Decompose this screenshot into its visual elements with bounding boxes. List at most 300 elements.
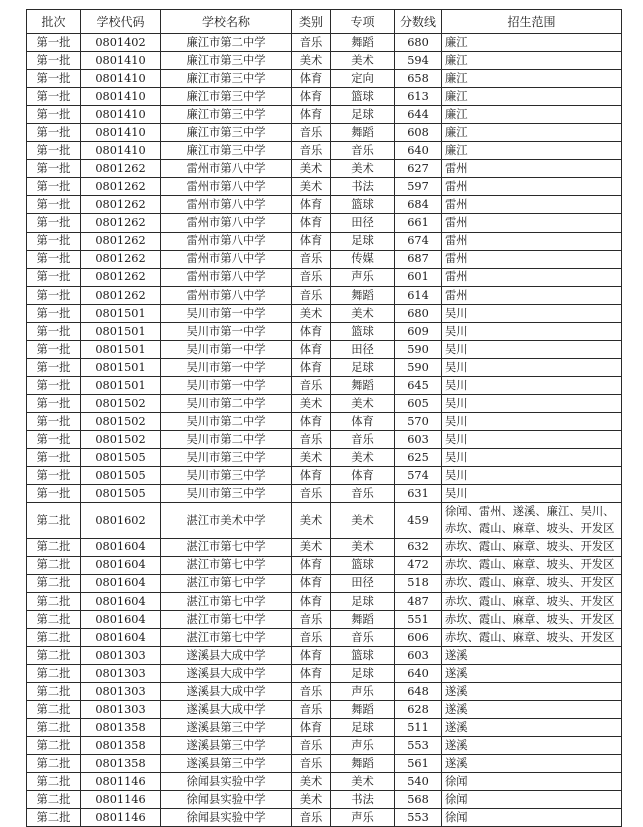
cell-batch: 第二批 <box>27 628 81 646</box>
cell-school-name: 雷州市第八中学 <box>161 160 292 178</box>
cell-school-code: 0801410 <box>81 106 161 124</box>
table-row <box>27 358 622 376</box>
cell-score-line: 551 <box>395 610 442 628</box>
cell-school-code: 0801501 <box>81 304 161 322</box>
cell-enrollment-range: 雷州 <box>442 214 622 232</box>
cell-score-line: 680 <box>395 34 442 52</box>
cell-category: 体育 <box>292 664 331 682</box>
cell-batch: 第一批 <box>27 52 81 70</box>
cell-enrollment-range: 赤坎、霞山、麻章、坡头、开发区 <box>442 556 622 574</box>
cell-specialty: 美术 <box>331 160 395 178</box>
cell-school-name: 湛江市第七中学 <box>161 556 292 574</box>
cell-enrollment-range: 吴川 <box>442 412 622 430</box>
cell-specialty: 声乐 <box>331 268 395 286</box>
cell-enrollment-range: 雷州 <box>442 268 622 286</box>
table-row <box>27 412 622 430</box>
cell-batch: 第一批 <box>27 106 81 124</box>
table-row <box>27 286 622 304</box>
cell-category: 音乐 <box>292 431 331 449</box>
cell-school-code: 0801262 <box>81 214 161 232</box>
cell-school-code: 0801604 <box>81 610 161 628</box>
cell-specialty: 足球 <box>331 358 395 376</box>
cell-school-code: 0801410 <box>81 124 161 142</box>
cell-score-line: 590 <box>395 340 442 358</box>
cell-batch: 第一批 <box>27 376 81 394</box>
cell-category: 体育 <box>292 556 331 574</box>
table-row <box>27 755 622 773</box>
cell-batch: 第一批 <box>27 70 81 88</box>
cell-school-name: 遂溪县第三中学 <box>161 755 292 773</box>
table-row <box>27 737 622 755</box>
cell-score-line: 540 <box>395 773 442 791</box>
header-school-name: 学校名称 <box>161 10 292 34</box>
cell-school-name: 雷州市第八中学 <box>161 250 292 268</box>
cell-category: 体育 <box>292 467 331 485</box>
cell-school-name: 徐闻县实验中学 <box>161 809 292 827</box>
cell-enrollment-range: 雷州 <box>442 160 622 178</box>
cell-category: 美术 <box>292 449 331 467</box>
cell-school-name: 湛江市第七中学 <box>161 592 292 610</box>
cell-batch: 第一批 <box>27 214 81 232</box>
table-row <box>27 34 622 52</box>
cell-enrollment-range: 吴川 <box>442 449 622 467</box>
cell-school-code: 0801303 <box>81 700 161 718</box>
table-row <box>27 809 622 827</box>
cell-specialty: 田径 <box>331 574 395 592</box>
cell-batch: 第一批 <box>27 124 81 142</box>
cell-score-line: 628 <box>395 700 442 718</box>
cell-batch: 第一批 <box>27 286 81 304</box>
cell-school-name: 徐闻县实验中学 <box>161 773 292 791</box>
header-school-code: 学校代码 <box>81 10 161 34</box>
cell-school-code: 0801262 <box>81 268 161 286</box>
cell-enrollment-range: 雷州 <box>442 232 622 250</box>
cell-score-line: 625 <box>395 449 442 467</box>
table-row <box>27 592 622 610</box>
cell-category: 美术 <box>292 160 331 178</box>
cell-category: 音乐 <box>292 737 331 755</box>
table-row <box>27 485 622 503</box>
cell-score-line: 661 <box>395 214 442 232</box>
cell-score-line: 553 <box>395 809 442 827</box>
cell-school-name: 遂溪县第三中学 <box>161 737 292 755</box>
table-row <box>27 250 622 268</box>
cell-category: 体育 <box>292 214 331 232</box>
cell-school-name: 廉江市第三中学 <box>161 88 292 106</box>
cell-score-line: 645 <box>395 376 442 394</box>
cell-category: 体育 <box>292 646 331 664</box>
cell-score-line: 631 <box>395 485 442 503</box>
cell-school-name: 遂溪县大成中学 <box>161 682 292 700</box>
table-row <box>27 394 622 412</box>
cell-school-code: 0801410 <box>81 52 161 70</box>
cell-school-code: 0801358 <box>81 737 161 755</box>
cell-specialty: 足球 <box>331 232 395 250</box>
cell-school-name: 廉江市第三中学 <box>161 106 292 124</box>
cell-enrollment-range: 吴川 <box>442 394 622 412</box>
table-row <box>27 700 622 718</box>
cell-specialty: 足球 <box>331 664 395 682</box>
cell-school-code: 0801402 <box>81 34 161 52</box>
table-row <box>27 574 622 592</box>
cell-batch: 第一批 <box>27 412 81 430</box>
cell-score-line: 601 <box>395 268 442 286</box>
cell-score-line: 594 <box>395 52 442 70</box>
cell-school-code: 0801502 <box>81 431 161 449</box>
table-row <box>27 791 622 809</box>
cell-batch: 第二批 <box>27 610 81 628</box>
cell-score-line: 518 <box>395 574 442 592</box>
cell-school-code: 0801146 <box>81 809 161 827</box>
cell-enrollment-range: 吴川 <box>442 431 622 449</box>
cell-category: 音乐 <box>292 682 331 700</box>
cell-school-code: 0801303 <box>81 664 161 682</box>
cell-batch: 第一批 <box>27 250 81 268</box>
cell-batch: 第一批 <box>27 467 81 485</box>
table-row <box>27 304 622 322</box>
table-row <box>27 449 622 467</box>
cell-school-code: 0801358 <box>81 755 161 773</box>
table-row <box>27 718 622 736</box>
header-batch: 批次 <box>27 10 81 34</box>
cell-score-line: 648 <box>395 682 442 700</box>
cell-school-name: 湛江市第七中学 <box>161 574 292 592</box>
cell-school-code: 0801410 <box>81 88 161 106</box>
header-row <box>27 10 622 34</box>
cell-school-name: 雷州市第八中学 <box>161 232 292 250</box>
cell-school-name: 雷州市第八中学 <box>161 178 292 196</box>
cell-enrollment-range: 徐闻 <box>442 773 622 791</box>
cell-category: 音乐 <box>292 250 331 268</box>
cell-category: 音乐 <box>292 485 331 503</box>
cell-school-name: 遂溪县大成中学 <box>161 700 292 718</box>
cell-school-name: 遂溪县大成中学 <box>161 646 292 664</box>
cell-score-line: 658 <box>395 70 442 88</box>
cell-school-code: 0801146 <box>81 791 161 809</box>
cell-specialty: 篮球 <box>331 646 395 664</box>
cell-category: 体育 <box>292 232 331 250</box>
cell-school-name: 廉江市第三中学 <box>161 124 292 142</box>
cell-specialty: 舞蹈 <box>331 755 395 773</box>
cell-school-code: 0801502 <box>81 412 161 430</box>
cell-category: 体育 <box>292 88 331 106</box>
cell-score-line: 608 <box>395 124 442 142</box>
cell-school-code: 0801602 <box>81 503 161 538</box>
cell-school-name: 廉江市第三中学 <box>161 142 292 160</box>
cell-specialty: 体育 <box>331 412 395 430</box>
cell-school-name: 湛江市第七中学 <box>161 628 292 646</box>
cell-category: 体育 <box>292 340 331 358</box>
table-row <box>27 682 622 700</box>
cell-batch: 第二批 <box>27 682 81 700</box>
cell-score-line: 640 <box>395 142 442 160</box>
cell-specialty: 足球 <box>331 106 395 124</box>
cell-school-code: 0801505 <box>81 449 161 467</box>
cell-score-line: 597 <box>395 178 442 196</box>
cell-school-code: 0801604 <box>81 592 161 610</box>
cell-enrollment-range: 廉江 <box>442 106 622 124</box>
cell-school-code: 0801262 <box>81 232 161 250</box>
table-row <box>27 196 622 214</box>
cell-enrollment-range: 遂溪 <box>442 664 622 682</box>
header-score-line: 分数线 <box>395 10 442 34</box>
cell-category: 音乐 <box>292 809 331 827</box>
table-row <box>27 88 622 106</box>
cell-category: 音乐 <box>292 286 331 304</box>
cell-enrollment-range: 廉江 <box>442 88 622 106</box>
cell-batch: 第二批 <box>27 556 81 574</box>
cell-specialty: 体育 <box>331 467 395 485</box>
header-specialty: 专项 <box>331 10 395 34</box>
cell-category: 体育 <box>292 412 331 430</box>
cell-school-name: 雷州市第八中学 <box>161 214 292 232</box>
cell-school-code: 0801262 <box>81 160 161 178</box>
cell-enrollment-range: 赤坎、霞山、麻章、坡头、开发区 <box>442 592 622 610</box>
cell-specialty: 足球 <box>331 592 395 610</box>
cell-school-code: 0801410 <box>81 142 161 160</box>
cell-score-line: 603 <box>395 646 442 664</box>
cell-specialty: 美术 <box>331 394 395 412</box>
cell-batch: 第二批 <box>27 809 81 827</box>
cell-category: 美术 <box>292 304 331 322</box>
cell-enrollment-range: 廉江 <box>442 34 622 52</box>
cell-enrollment-range: 雷州 <box>442 178 622 196</box>
cell-specialty: 舞蹈 <box>331 124 395 142</box>
cell-school-name: 廉江市第三中学 <box>161 52 292 70</box>
cell-category: 美术 <box>292 773 331 791</box>
cell-batch: 第一批 <box>27 322 81 340</box>
cell-specialty: 篮球 <box>331 322 395 340</box>
table-row <box>27 340 622 358</box>
cell-specialty: 舞蹈 <box>331 700 395 718</box>
table-row <box>27 610 622 628</box>
cell-school-name: 吴川市第三中学 <box>161 467 292 485</box>
cell-enrollment-range: 徐闻 <box>442 791 622 809</box>
cell-school-name: 雷州市第八中学 <box>161 286 292 304</box>
cell-category: 音乐 <box>292 268 331 286</box>
cell-specialty: 书法 <box>331 178 395 196</box>
cell-school-code: 0801303 <box>81 682 161 700</box>
cell-school-name: 吴川市第三中学 <box>161 449 292 467</box>
cell-batch: 第一批 <box>27 340 81 358</box>
cell-category: 音乐 <box>292 700 331 718</box>
cell-score-line: 680 <box>395 304 442 322</box>
cell-school-name: 廉江市第三中学 <box>161 70 292 88</box>
cell-specialty: 美术 <box>331 52 395 70</box>
cell-category: 音乐 <box>292 755 331 773</box>
cell-score-line: 684 <box>395 196 442 214</box>
cell-specialty: 舞蹈 <box>331 34 395 52</box>
cell-category: 体育 <box>292 718 331 736</box>
table-row <box>27 70 622 88</box>
table-row <box>27 268 622 286</box>
cell-batch: 第一批 <box>27 394 81 412</box>
cell-batch: 第二批 <box>27 503 81 538</box>
cell-specialty: 篮球 <box>331 88 395 106</box>
cell-school-code: 0801505 <box>81 485 161 503</box>
cell-batch: 第一批 <box>27 268 81 286</box>
cell-score-line: 590 <box>395 358 442 376</box>
cell-school-code: 0801501 <box>81 376 161 394</box>
cell-school-name: 雷州市第八中学 <box>161 196 292 214</box>
cell-category: 美术 <box>292 178 331 196</box>
cell-school-code: 0801358 <box>81 718 161 736</box>
cell-category: 美术 <box>292 52 331 70</box>
cell-score-line: 627 <box>395 160 442 178</box>
cell-school-code: 0801501 <box>81 340 161 358</box>
cell-enrollment-range: 廉江 <box>442 70 622 88</box>
table-row <box>27 646 622 664</box>
table-row <box>27 467 622 485</box>
cell-specialty: 舞蹈 <box>331 610 395 628</box>
cell-score-line: 644 <box>395 106 442 124</box>
cell-batch: 第一批 <box>27 142 81 160</box>
cell-school-name: 湛江市第七中学 <box>161 538 292 556</box>
admission-score-table <box>26 9 622 827</box>
cell-batch: 第一批 <box>27 160 81 178</box>
table-row <box>27 431 622 449</box>
cell-category: 美术 <box>292 394 331 412</box>
cell-school-code: 0801604 <box>81 538 161 556</box>
cell-category: 体育 <box>292 592 331 610</box>
cell-specialty: 美术 <box>331 538 395 556</box>
cell-enrollment-range: 赤坎、霞山、麻章、坡头、开发区 <box>442 628 622 646</box>
table-row <box>27 106 622 124</box>
cell-enrollment-range: 廉江 <box>442 124 622 142</box>
cell-specialty: 声乐 <box>331 809 395 827</box>
cell-category: 体育 <box>292 322 331 340</box>
cell-category: 体育 <box>292 106 331 124</box>
cell-score-line: 553 <box>395 737 442 755</box>
table-row <box>27 376 622 394</box>
cell-score-line: 606 <box>395 628 442 646</box>
cell-enrollment-range: 吴川 <box>442 340 622 358</box>
cell-batch: 第二批 <box>27 700 81 718</box>
cell-school-name: 吴川市第一中学 <box>161 376 292 394</box>
cell-enrollment-range: 吴川 <box>442 485 622 503</box>
cell-school-name: 吴川市第二中学 <box>161 412 292 430</box>
cell-category: 体育 <box>292 358 331 376</box>
table-row <box>27 773 622 791</box>
table-row <box>27 538 622 556</box>
cell-school-code: 0801262 <box>81 250 161 268</box>
header-enrollment-range: 招生范围 <box>442 10 622 34</box>
cell-enrollment-range: 雷州 <box>442 286 622 304</box>
cell-category: 美术 <box>292 538 331 556</box>
cell-score-line: 614 <box>395 286 442 304</box>
cell-score-line: 640 <box>395 664 442 682</box>
cell-batch: 第一批 <box>27 196 81 214</box>
cell-score-line: 609 <box>395 322 442 340</box>
cell-school-name: 湛江市第七中学 <box>161 610 292 628</box>
table-row <box>27 178 622 196</box>
cell-batch: 第一批 <box>27 485 81 503</box>
cell-batch: 第二批 <box>27 755 81 773</box>
cell-score-line: 605 <box>395 394 442 412</box>
cell-specialty: 田径 <box>331 214 395 232</box>
cell-enrollment-range: 廉江 <box>442 52 622 70</box>
cell-category: 音乐 <box>292 142 331 160</box>
table-row <box>27 232 622 250</box>
cell-enrollment-range: 吴川 <box>442 322 622 340</box>
cell-score-line: 511 <box>395 718 442 736</box>
cell-batch: 第二批 <box>27 574 81 592</box>
cell-specialty: 音乐 <box>331 485 395 503</box>
table-row <box>27 52 622 70</box>
table-row <box>27 628 622 646</box>
cell-enrollment-range: 遂溪 <box>442 737 622 755</box>
cell-school-name: 吴川市第三中学 <box>161 485 292 503</box>
cell-enrollment-range: 吴川 <box>442 304 622 322</box>
cell-school-name: 徐闻县实验中学 <box>161 791 292 809</box>
cell-enrollment-range: 吴川 <box>442 358 622 376</box>
cell-batch: 第一批 <box>27 88 81 106</box>
cell-school-name: 吴川市第二中学 <box>161 394 292 412</box>
cell-enrollment-range: 雷州 <box>442 250 622 268</box>
cell-school-code: 0801262 <box>81 196 161 214</box>
cell-category: 体育 <box>292 196 331 214</box>
cell-batch: 第一批 <box>27 232 81 250</box>
cell-batch: 第一批 <box>27 431 81 449</box>
cell-score-line: 568 <box>395 791 442 809</box>
cell-specialty: 舞蹈 <box>331 376 395 394</box>
cell-school-name: 遂溪县第三中学 <box>161 718 292 736</box>
cell-enrollment-range: 赤坎、霞山、麻章、坡头、开发区 <box>442 538 622 556</box>
table-row <box>27 160 622 178</box>
cell-school-name: 吴川市第一中学 <box>161 358 292 376</box>
cell-school-code: 0801262 <box>81 286 161 304</box>
cell-enrollment-range: 徐闻 <box>442 809 622 827</box>
cell-category: 体育 <box>292 70 331 88</box>
cell-score-line: 687 <box>395 250 442 268</box>
cell-school-name: 雷州市第八中学 <box>161 268 292 286</box>
cell-category: 音乐 <box>292 376 331 394</box>
cell-school-name: 吴川市第一中学 <box>161 322 292 340</box>
cell-batch: 第二批 <box>27 538 81 556</box>
cell-enrollment-range: 遂溪 <box>442 700 622 718</box>
cell-school-code: 0801410 <box>81 70 161 88</box>
cell-category: 音乐 <box>292 610 331 628</box>
cell-enrollment-range: 廉江 <box>442 142 622 160</box>
cell-batch: 第二批 <box>27 773 81 791</box>
cell-batch: 第二批 <box>27 718 81 736</box>
cell-specialty: 美术 <box>331 773 395 791</box>
cell-enrollment-range: 遂溪 <box>442 646 622 664</box>
cell-batch: 第二批 <box>27 646 81 664</box>
cell-score-line: 472 <box>395 556 442 574</box>
cell-score-line: 674 <box>395 232 442 250</box>
cell-specialty: 美术 <box>331 304 395 322</box>
cell-specialty: 定向 <box>331 70 395 88</box>
cell-score-line: 613 <box>395 88 442 106</box>
cell-specialty: 美术 <box>331 449 395 467</box>
cell-batch: 第一批 <box>27 178 81 196</box>
table-row <box>27 556 622 574</box>
cell-batch: 第一批 <box>27 449 81 467</box>
cell-enrollment-range: 吴川 <box>442 376 622 394</box>
cell-school-name: 吴川市第一中学 <box>161 304 292 322</box>
cell-school-code: 0801303 <box>81 646 161 664</box>
cell-score-line: 459 <box>395 503 442 538</box>
cell-specialty: 田径 <box>331 340 395 358</box>
table-row <box>27 322 622 340</box>
cell-school-code: 0801604 <box>81 556 161 574</box>
cell-school-code: 0801262 <box>81 178 161 196</box>
cell-batch: 第二批 <box>27 592 81 610</box>
cell-school-name: 吴川市第一中学 <box>161 340 292 358</box>
cell-category: 体育 <box>292 574 331 592</box>
cell-score-line: 561 <box>395 755 442 773</box>
